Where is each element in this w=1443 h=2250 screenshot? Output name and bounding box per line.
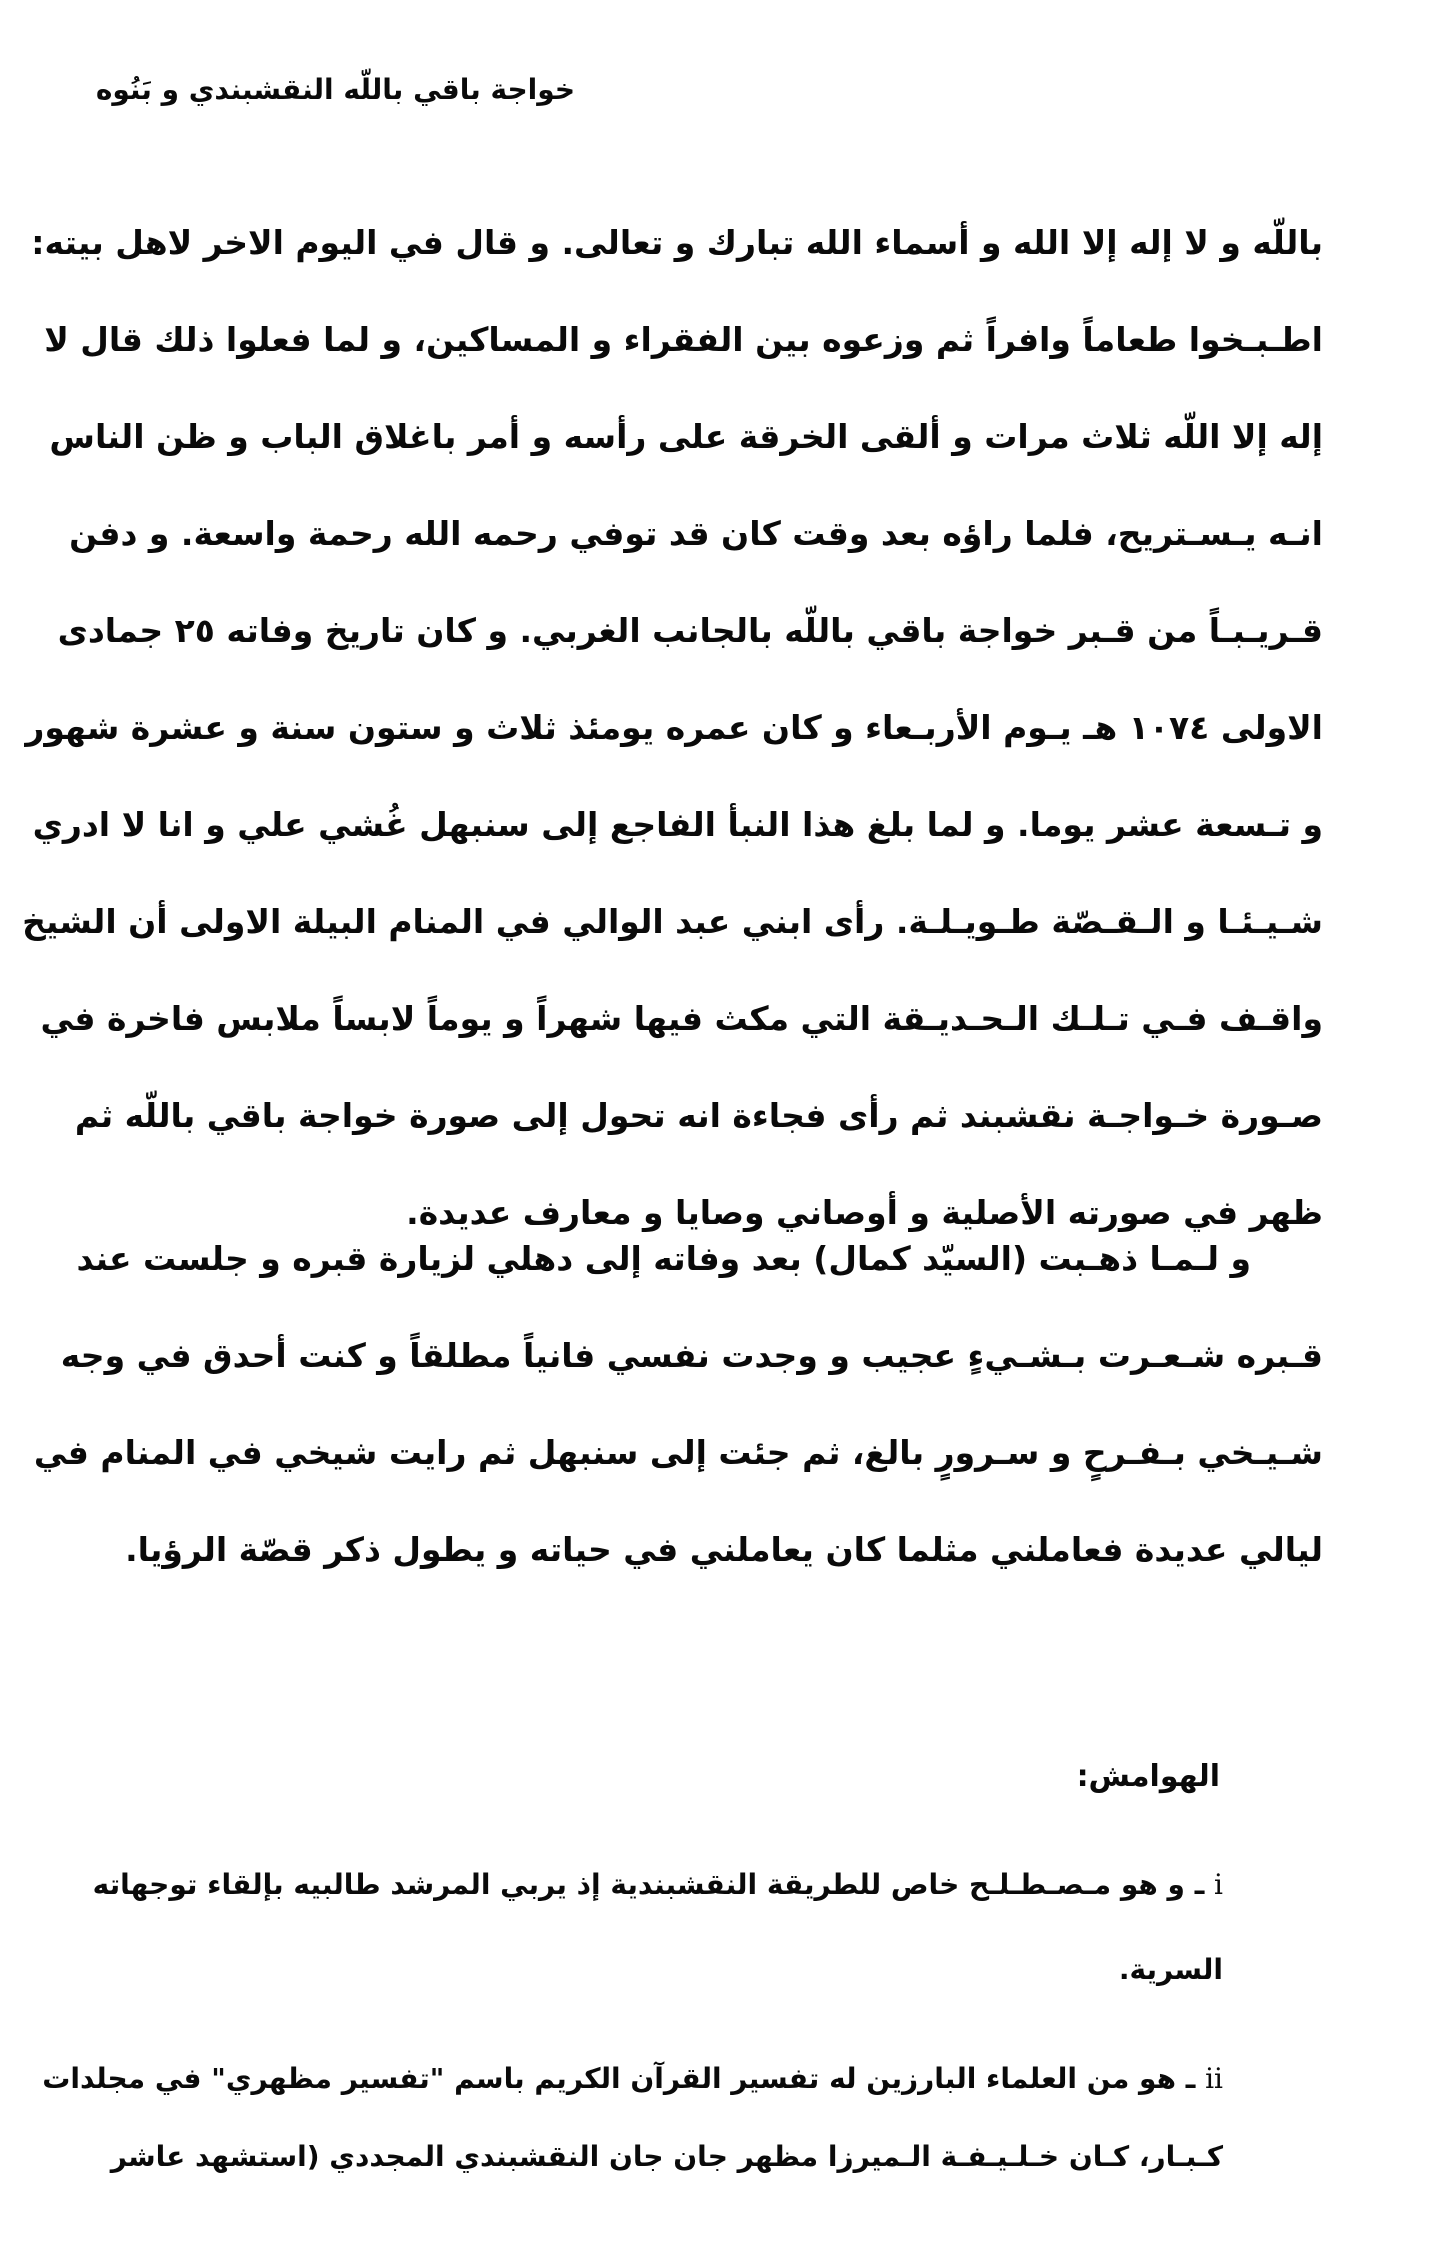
text-line: شـيـئـا و الـقـصّة طـويـلـة. رأى ابني عبد الوالي في المنام البيلة الاولى أن الشيخ <box>22 902 1323 941</box>
text-line: قـبره شـعـرت بـشـيءٍ عجيب و وجدت نفسي فانياً مطلقاً و كنت أحدق في وجه <box>60 1336 1323 1375</box>
footnote-item <box>42 2040 1223 2196</box>
footnote-line <box>42 2040 1223 2118</box>
text-line: اطـبـخوا طعاماً وافراً ثم وزعوه بين الفقراء و المساكين، و لما فعلوا ذلك قال لا <box>44 320 1323 359</box>
footnote-marker: ii <box>1205 2062 1223 2095</box>
text-line: باللّه و لا إله إلا الله و أسماء الله تبارك و تعالى. و قال في اليوم الاخر لاهل بيته: <box>31 223 1323 262</box>
footnote-text: ـ هو من العلماء البارزين له تفسير القرآن الكريم باسم "تفسير مظهري" في مجلدات <box>42 2062 1196 2095</box>
footnote-line: السرية. <box>1118 1953 1223 1986</box>
text-line: و لـمـا ذهـبت (السيّد كمال) بعد وفاته إلى دهلي لزيارة قبره و جلست عند <box>76 1239 1251 1278</box>
text-line: و تـسعة عشر يوما. و لما بلغ هذا النبأ الفاجع إلى سنبهل غُشي علي و انا لا ادري <box>32 805 1323 844</box>
footnote-item <box>92 1840 1223 2010</box>
footnote-line: كـبـار، كـان خـلـيـفـة الـميرزا مظهر جان جان النقشبندي المجددي (استشهد عاشر <box>110 2140 1223 2173</box>
text-line: قـريـبـاً من قـبر خواجة باقي باللّه بالجانب الغربي. و كان تاريخ وفاته ٢٥ جمادى <box>57 611 1323 650</box>
footnotes-heading: الهوامش: <box>1076 1759 1220 1794</box>
text-line: ليالي عديدة فعاملني مثلما كان يعاملني في حياته و يطول ذكر قصّة الرؤيا. <box>125 1530 1323 1569</box>
text-line: الاولى ١٠٧٤ هـ يـوم الأربـعاء و كان عمره يومئذ ثلاث و ستون سنة و عشرة شهور <box>25 708 1323 747</box>
footnote-text: ـ و هو مـصـطـلـح خاص للطريقة النقشبندية إذ يربي المرشد طالبيه بإلقاء توجهاته <box>92 1868 1205 1901</box>
text-line: ظهر في صورته الأصلية و أوصاني وصايا و معارف عديدة. <box>406 1193 1323 1232</box>
text-line: صـورة خـواجـة نقشبند ثم رأى فجاءة انه تحول إلى صورة خواجة باقي باللّه ثم <box>74 1096 1323 1135</box>
footnote-line <box>92 1840 1223 1930</box>
text-line: انـه يـسـتريح، فلما راؤه بعد وقت كان قد توفي رحمه الله رحمة واسعة. و دفن <box>69 514 1323 553</box>
text-line: إله إلا اللّه ثلاث مرات و ألقى الخرقة على رأسه و أمر باغلاق الباب و ظن الناس <box>49 417 1323 456</box>
footnote-marker: i <box>1214 1868 1223 1901</box>
body-paragraph <box>22 194 1323 1261</box>
running-header: خواجة باقي باللّه النقشبندي و بَنُوه <box>95 73 575 106</box>
text-line: شـيـخي بـفـرحٍ و سـرورٍ بالغ، ثم جئت إلى سنبهل ثم رايت شيخي في المنام في <box>33 1433 1323 1472</box>
text-line: واقـف فـي تـلـك الـحـديـقة التي مكث فيها شهراً و يوماً لابساً ملابس فاخرة في <box>40 999 1323 1038</box>
body-paragraph <box>33 1210 1323 1598</box>
